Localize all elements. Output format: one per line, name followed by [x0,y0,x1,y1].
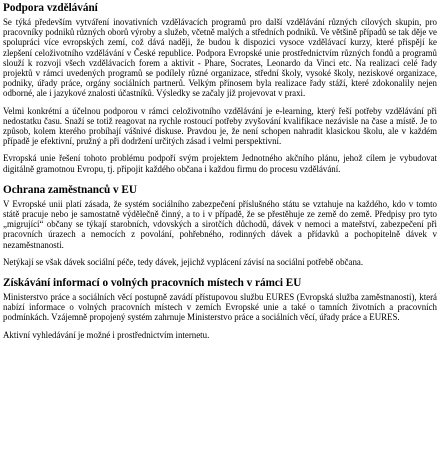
paragraph: Netýkají se však dávek sociální péče, tedy dávek, jejichž vyplácení závisí na sociální potřebě občana. [3,256,364,267]
paragraph: Se týká především vytváření inovativních vzdělávacích programů pro další vzdělávání různých cílových skupin, pro pracovníky podniků různých oborů výroby a služeb, včetně malých a středních podniků. Ve většině případů se tak děje ve spolupráci více evropských zemí, což dává naději, že budou k dispozici vysoce vzdělávací kurzy, které přispějí ke zlepšení celoživotního vzdělávání v České republice. Podpora Evropské unie prostřednictvím různých fondů a programů slouží k rozvoji všech vzdělávacích forem a aktivit - Phare, Socrates, Leonardo da Vinci etc. Na realizaci celé řady projektů v rámci uvedených programů se podílely různé organizace, střední školy, vysoké školy, neziskové organizace, podniky, úřady práce, orgány sociálních partnerů. Velkým přínosem byla realizace řady stáží, které zdokonalily nejen odborné, ale i jazykové znalosti účastníků. Výsledky se začaly již projevovat v praxi. [3,17,437,99]
section-heading-job-information: Získávání informací o volných pracovních místech v rámci EU [3,277,302,290]
paragraph: Ministerstvo práce a sociálních věcí postupně zavádí přístupovou službu EURES (Evropská služba zaměstnanosti), která nabízí informace o volných pracovních místech v zemích Evropské unie a také o tamních životních a pracovních podmínkách. Vzájemně propojený systém zahrnuje Ministerstvo práce a sociálních věcí, úřady práce a EURES. [3,292,437,323]
paragraph: Evropská unie řešení tohoto problému podpoří svým projektem Jednotného akčního plánu, jehož cílem je vybudovat digitálně gramotnou Evropu, tj. připojit každého občana i každou firmu do procesu vzdělávání. [3,153,437,174]
section-heading-education: Podpora vzdělávání [3,2,98,14]
section-heading-employee-protection: Ochrana zaměstnanců v EU [3,183,137,196]
paragraph: Velmi konkrétní a účelnou podporou v rámci celoživotního vzdělávání je e-learning, který řeší potřeby vzdělávání při nedostatku času. Snaží se totiž reagovat na rychle rostoucí potřeby zvyšování kvalifikace nezávisle na čase a místě. Je to způsob, kolem kterého probíhají vášnivé diskuse. Pravdou je, že není schopen nahradit klasickou školu, ale v každém případě je efektivní, pružný a při dodržení určitých zásad i velmi perspektivní. [3,105,437,147]
paragraph: V Evropské unii platí zásada, že systém sociálního zabezpečení příslušného státu se vztahuje na každého, kdo v tomto státě pracuje nebo je samostatně výdělečně činný, a to i v případě, že se přestěhuje ze země do země. Předpisy pro tyto „migrující“ občany se týkají starobních, vdovských a sirotčích důchodů, dávek v nemoci a mateřství, zabezpečení při pracovních úrazech a nemocích z povolání, pohřebného, rodinných dávek a přídavků a pochopitelně dávek v nezaměstnanosti. [3,198,437,250]
paragraph: Aktivní vyhledávání je možné i prostřednictvím internetu. [3,329,210,340]
